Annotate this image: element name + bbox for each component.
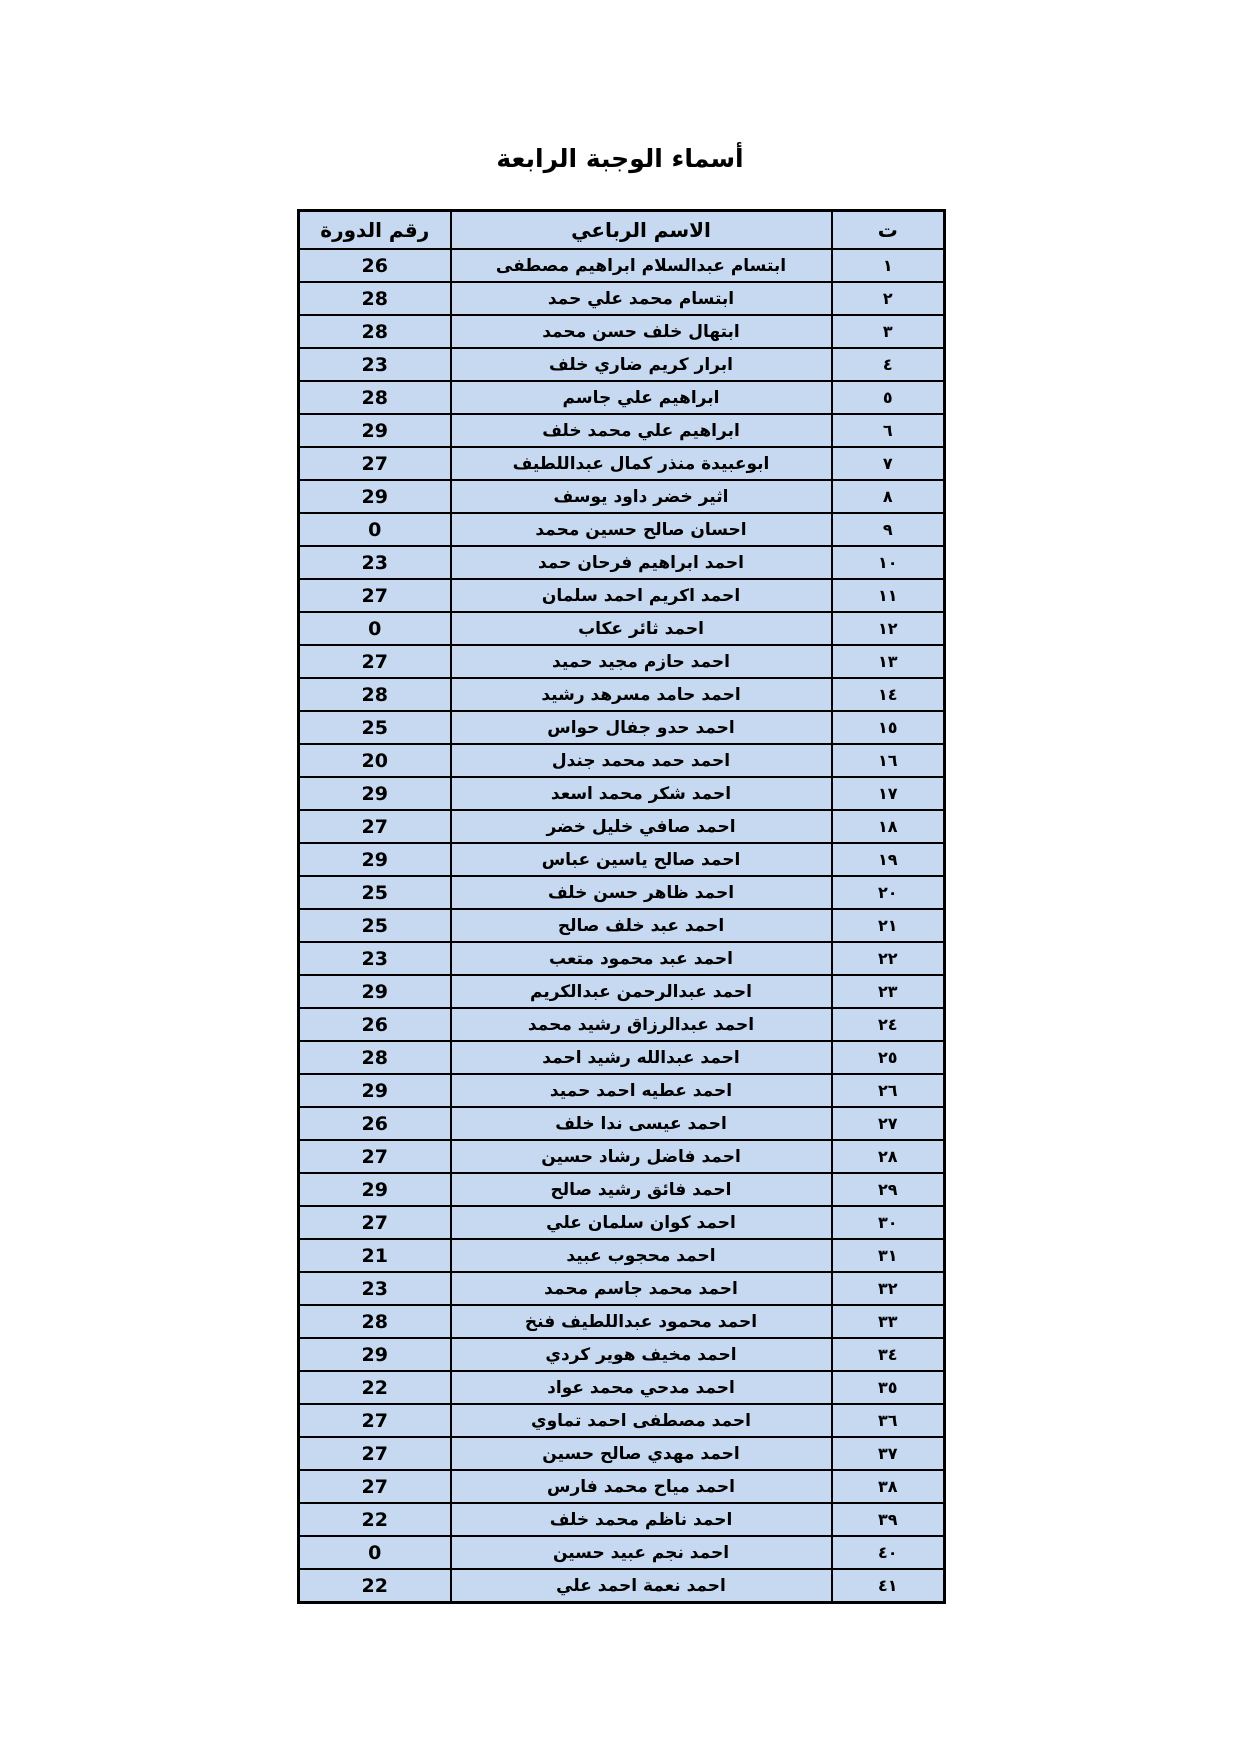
cell-seq: ٣٥ bbox=[832, 1371, 945, 1404]
cell-course-number: 28 bbox=[299, 1041, 451, 1074]
cell-course-number: 27 bbox=[299, 1140, 451, 1173]
cell-course-number: 28 bbox=[299, 1305, 451, 1338]
cell-course-number: 0 bbox=[299, 612, 451, 645]
table-row bbox=[299, 1569, 945, 1603]
column-header-name: الاسم الرباعي bbox=[451, 211, 832, 250]
table-row bbox=[299, 1074, 945, 1107]
cell-seq: ٤ bbox=[832, 348, 945, 381]
table-row bbox=[299, 1338, 945, 1371]
cell-course-number: 22 bbox=[299, 1503, 451, 1536]
cell-name: احمد ناظم محمد خلف bbox=[451, 1503, 832, 1536]
cell-seq: ٣٤ bbox=[832, 1338, 945, 1371]
cell-course-number: 27 bbox=[299, 579, 451, 612]
cell-name: احمد عبدالله رشيد احمد bbox=[451, 1041, 832, 1074]
cell-seq: ٢٧ bbox=[832, 1107, 945, 1140]
cell-course-number: 29 bbox=[299, 1173, 451, 1206]
cell-seq: ٢٩ bbox=[832, 1173, 945, 1206]
cell-seq: ٤٠ bbox=[832, 1536, 945, 1569]
cell-course-number: 28 bbox=[299, 678, 451, 711]
cell-course-number: 27 bbox=[299, 1437, 451, 1470]
table-row bbox=[299, 909, 945, 942]
table-row bbox=[299, 612, 945, 645]
cell-seq: ٢٤ bbox=[832, 1008, 945, 1041]
cell-name: احمد محمد جاسم محمد bbox=[451, 1272, 832, 1305]
cell-seq: ٣٢ bbox=[832, 1272, 945, 1305]
cell-seq: ٣٩ bbox=[832, 1503, 945, 1536]
cell-name: احمد نجم عبيد حسين bbox=[451, 1536, 832, 1569]
cell-seq: ٣٨ bbox=[832, 1470, 945, 1503]
cell-course-number: 29 bbox=[299, 777, 451, 810]
cell-name: ابوعبيدة منذر كمال عبداللطيف bbox=[451, 447, 832, 480]
table-row bbox=[299, 1140, 945, 1173]
table-row bbox=[299, 579, 945, 612]
cell-course-number: 22 bbox=[299, 1371, 451, 1404]
cell-seq: ٢٣ bbox=[832, 975, 945, 1008]
cell-seq: ٧ bbox=[832, 447, 945, 480]
table-row bbox=[299, 414, 945, 447]
table-row bbox=[299, 480, 945, 513]
cell-seq: ٢١ bbox=[832, 909, 945, 942]
table-row bbox=[299, 1437, 945, 1470]
cell-name: ابتسام محمد علي حمد bbox=[451, 282, 832, 315]
table-row bbox=[299, 1008, 945, 1041]
cell-name: احمد شكر محمد اسعد bbox=[451, 777, 832, 810]
table-row bbox=[299, 1404, 945, 1437]
table-row bbox=[299, 1107, 945, 1140]
cell-name: احمد محجوب عبيد bbox=[451, 1239, 832, 1272]
cell-name: احمد عطيه احمد حميد bbox=[451, 1074, 832, 1107]
table-row bbox=[299, 282, 945, 315]
cell-seq: ١٤ bbox=[832, 678, 945, 711]
table-row bbox=[299, 1305, 945, 1338]
column-header-course-number: رقم الدورة bbox=[299, 211, 451, 250]
cell-name: احمد حدو جفال حواس bbox=[451, 711, 832, 744]
cell-name: احمد صالح ياسين عباس bbox=[451, 843, 832, 876]
cell-course-number: 23 bbox=[299, 942, 451, 975]
cell-seq: ٢ bbox=[832, 282, 945, 315]
cell-name: احمد ظاهر حسن خلف bbox=[451, 876, 832, 909]
cell-course-number: 29 bbox=[299, 480, 451, 513]
cell-name: احمد عبدالرحمن عبدالكريم bbox=[451, 975, 832, 1008]
cell-course-number: 28 bbox=[299, 282, 451, 315]
cell-seq: ١٧ bbox=[832, 777, 945, 810]
page-title: أسماء الوجبة الرابعة bbox=[496, 144, 744, 173]
table-header-row bbox=[299, 211, 945, 250]
cell-name: احمد عيسى ندا خلف bbox=[451, 1107, 832, 1140]
table-row bbox=[299, 249, 945, 282]
table-row bbox=[299, 513, 945, 546]
cell-name: احمد حازم مجيد حميد bbox=[451, 645, 832, 678]
cell-seq: ٥ bbox=[832, 381, 945, 414]
cell-course-number: 27 bbox=[299, 645, 451, 678]
cell-name: احمد مهدي صالح حسين bbox=[451, 1437, 832, 1470]
cell-course-number: 22 bbox=[299, 1569, 451, 1603]
cell-seq: ٦ bbox=[832, 414, 945, 447]
cell-seq: ١ bbox=[832, 249, 945, 282]
cell-seq: ٣٠ bbox=[832, 1206, 945, 1239]
cell-seq: ١١ bbox=[832, 579, 945, 612]
cell-name: اثير خضر داود يوسف bbox=[451, 480, 832, 513]
roster-table bbox=[297, 209, 946, 1604]
table-row bbox=[299, 1536, 945, 1569]
table-row bbox=[299, 348, 945, 381]
table-row bbox=[299, 1041, 945, 1074]
table-row bbox=[299, 1371, 945, 1404]
cell-seq: ٣٣ bbox=[832, 1305, 945, 1338]
column-header-seq: ت bbox=[832, 211, 945, 250]
cell-course-number: 23 bbox=[299, 1272, 451, 1305]
cell-seq: ٣٧ bbox=[832, 1437, 945, 1470]
table-row bbox=[299, 711, 945, 744]
cell-seq: ٢٦ bbox=[832, 1074, 945, 1107]
cell-course-number: 20 bbox=[299, 744, 451, 777]
cell-seq: ٤١ bbox=[832, 1569, 945, 1603]
cell-seq: ١٥ bbox=[832, 711, 945, 744]
cell-course-number: 26 bbox=[299, 1008, 451, 1041]
table-row bbox=[299, 1272, 945, 1305]
cell-name: احمد اكريم احمد سلمان bbox=[451, 579, 832, 612]
cell-seq: ٢٢ bbox=[832, 942, 945, 975]
cell-name: احمد فائق رشيد صالح bbox=[451, 1173, 832, 1206]
cell-name: احمد مدحي محمد عواد bbox=[451, 1371, 832, 1404]
cell-seq: ٢٥ bbox=[832, 1041, 945, 1074]
cell-course-number: 27 bbox=[299, 810, 451, 843]
cell-seq: ٩ bbox=[832, 513, 945, 546]
cell-seq: ١٢ bbox=[832, 612, 945, 645]
table-body bbox=[299, 249, 945, 1603]
cell-course-number: 25 bbox=[299, 711, 451, 744]
cell-name: احمد حمد محمد جندل bbox=[451, 744, 832, 777]
cell-name: احمد محمود عبداللطيف فنخ bbox=[451, 1305, 832, 1338]
cell-course-number: 26 bbox=[299, 249, 451, 282]
cell-name: احمد صافي خليل خضر bbox=[451, 810, 832, 843]
cell-name: احمد عبد خلف صالح bbox=[451, 909, 832, 942]
cell-name: احمد مصطفى احمد تماوي bbox=[451, 1404, 832, 1437]
cell-course-number: 25 bbox=[299, 909, 451, 942]
table-row bbox=[299, 843, 945, 876]
table-row bbox=[299, 1503, 945, 1536]
cell-course-number: 29 bbox=[299, 1074, 451, 1107]
cell-course-number: 27 bbox=[299, 1206, 451, 1239]
cell-seq: ١٦ bbox=[832, 744, 945, 777]
cell-name: احمد ثائر عكاب bbox=[451, 612, 832, 645]
table-row bbox=[299, 810, 945, 843]
cell-course-number: 25 bbox=[299, 876, 451, 909]
table-row bbox=[299, 645, 945, 678]
cell-name: احمد فاضل رشاد حسين bbox=[451, 1140, 832, 1173]
table-row bbox=[299, 381, 945, 414]
cell-course-number: 28 bbox=[299, 381, 451, 414]
cell-course-number: 28 bbox=[299, 315, 451, 348]
cell-course-number: 27 bbox=[299, 1404, 451, 1437]
cell-name: ابتسام عبدالسلام ابراهيم مصطفى bbox=[451, 249, 832, 282]
cell-name: احمد مخيف هوير كردي bbox=[451, 1338, 832, 1371]
cell-name: احمد عبد محمود متعب bbox=[451, 942, 832, 975]
cell-seq: ٣٦ bbox=[832, 1404, 945, 1437]
cell-name: احمد كوان سلمان علي bbox=[451, 1206, 832, 1239]
cell-name: احمد نعمة احمد علي bbox=[451, 1569, 832, 1603]
cell-course-number: 29 bbox=[299, 414, 451, 447]
cell-course-number: 23 bbox=[299, 546, 451, 579]
cell-course-number: 27 bbox=[299, 447, 451, 480]
cell-seq: ١٠ bbox=[832, 546, 945, 579]
cell-name: ابتهال خلف حسن محمد bbox=[451, 315, 832, 348]
table-row bbox=[299, 1470, 945, 1503]
table-row bbox=[299, 744, 945, 777]
cell-course-number: 0 bbox=[299, 1536, 451, 1569]
table-row bbox=[299, 1206, 945, 1239]
cell-seq: ٢٨ bbox=[832, 1140, 945, 1173]
table-row bbox=[299, 1173, 945, 1206]
cell-seq: ٣١ bbox=[832, 1239, 945, 1272]
cell-course-number: 29 bbox=[299, 843, 451, 876]
table-row bbox=[299, 447, 945, 480]
cell-name: احمد حامد مسرهد رشيد bbox=[451, 678, 832, 711]
cell-course-number: 27 bbox=[299, 1470, 451, 1503]
cell-name: ابرار كريم ضاري خلف bbox=[451, 348, 832, 381]
table-row bbox=[299, 546, 945, 579]
cell-course-number: 21 bbox=[299, 1239, 451, 1272]
cell-name: احسان صالح حسين محمد bbox=[451, 513, 832, 546]
table-row bbox=[299, 315, 945, 348]
table-row bbox=[299, 876, 945, 909]
cell-seq: ٢٠ bbox=[832, 876, 945, 909]
table-row bbox=[299, 975, 945, 1008]
table-row bbox=[299, 777, 945, 810]
cell-course-number: 29 bbox=[299, 975, 451, 1008]
cell-name: ابراهيم علي محمد خلف bbox=[451, 414, 832, 447]
cell-seq: ٣ bbox=[832, 315, 945, 348]
cell-course-number: 26 bbox=[299, 1107, 451, 1140]
cell-name: احمد عبدالرزاق رشيد محمد bbox=[451, 1008, 832, 1041]
cell-seq: ١٣ bbox=[832, 645, 945, 678]
cell-seq: ١٩ bbox=[832, 843, 945, 876]
table-row bbox=[299, 942, 945, 975]
cell-course-number: 23 bbox=[299, 348, 451, 381]
table-row bbox=[299, 1239, 945, 1272]
cell-name: احمد ابراهيم فرحان حمد bbox=[451, 546, 832, 579]
cell-name: ابراهيم علي جاسم bbox=[451, 381, 832, 414]
cell-course-number: 0 bbox=[299, 513, 451, 546]
cell-seq: ١٨ bbox=[832, 810, 945, 843]
cell-course-number: 29 bbox=[299, 1338, 451, 1371]
cell-seq: ٨ bbox=[832, 480, 945, 513]
cell-name: احمد مياح محمد فارس bbox=[451, 1470, 832, 1503]
table-row bbox=[299, 678, 945, 711]
